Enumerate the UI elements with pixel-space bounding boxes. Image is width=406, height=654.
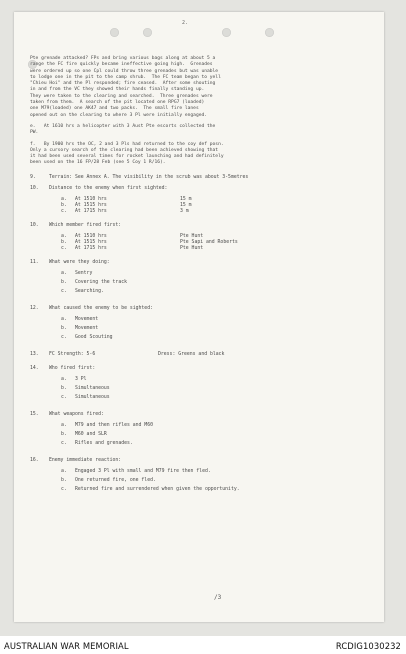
- continuation-mark: /3: [214, 594, 222, 601]
- text-line: They were taken to the clearing and searched. Three grenades were: [30, 93, 213, 99]
- question-title: 11. What were they doing:: [30, 259, 110, 265]
- text-line: range the FC fire quickly became ineffective going high. Grenades: [30, 62, 213, 68]
- item-reaction: [30, 458, 370, 496]
- list-item: c. At 1715 hrs Pte Hunt: [61, 245, 204, 251]
- text-line: it had been used several times for rocket launching and had definitely: [30, 154, 224, 160]
- paragraph-e: [30, 124, 370, 137]
- text-line: been used on the 16 FP/28 Feb (see 5 Coy 1 R/16).: [30, 160, 166, 166]
- list-item: b. One returned fire, one fled.: [61, 477, 156, 483]
- text-line: in and from the VC they showed their hands finally standing up.: [30, 87, 205, 93]
- list-item: c. Returned fire and surrendered when given the opportunity.: [61, 486, 240, 492]
- member-list: [30, 234, 370, 252]
- list-item: b. Movement: [61, 325, 99, 331]
- distance-list: [30, 197, 370, 215]
- text-line: opened out on the clearing to where 3 Pl were initially engaged.: [30, 112, 208, 118]
- list-item: a. Sentry: [61, 270, 93, 276]
- list-item: a. M79 and then rifles and M60: [61, 422, 153, 428]
- punch-hole: [110, 28, 119, 37]
- list-item: b. Covering the track: [61, 279, 127, 285]
- punch-hole: [222, 28, 231, 37]
- list-item: c. At 1715 hrs 3 m: [61, 208, 189, 214]
- question-title: 15. What weapons fired:: [30, 411, 104, 417]
- punch-hole: [265, 28, 274, 37]
- item-terrain: 9. Terrain: See Annex A. The visibility in the scrub was about 3-5metres: [30, 174, 249, 180]
- question-title: 12. What caused the enemy to be sighted:: [30, 305, 153, 311]
- text-line: "Chieu Hoi" and the Pl responded; fire ceased. After some shouting: [30, 81, 216, 87]
- footer-source: AUSTRALIAN WAR MEMORIAL: [4, 641, 129, 651]
- item-fired-first-member: 10. Which member fired first:: [30, 222, 122, 228]
- list-item: b. Simultaneous: [61, 385, 110, 391]
- page-number: 2.: [182, 20, 189, 26]
- list-item: b. At 1515 hrs Pte Sapi and Roberts: [61, 239, 238, 245]
- item-who-fired: [30, 366, 370, 404]
- list-item: a. Engaged 3 Pl with small and M79 fire then fled.: [61, 468, 211, 474]
- punch-hole: [143, 28, 152, 37]
- footer-id: RCDIG1030232: [335, 641, 401, 651]
- list-item: b. M60 and SLR: [61, 431, 107, 437]
- item-doing: [30, 260, 370, 298]
- text-line: taken from them. A search of the pit located one RPG7 (loaded): [30, 100, 205, 106]
- list-item: a. At 1510 hrs 15 m: [61, 196, 192, 202]
- list-item: a. At 1510 hrs Pte Hunt: [61, 233, 204, 239]
- list-item: c. Rifles and grenades.: [61, 440, 133, 446]
- list-item: a. 3 Pl: [61, 376, 87, 382]
- text-line: Only a cursory search of the clearing had been achieved showing that: [30, 147, 219, 153]
- item-distance: 10. Distance to the enemy when first sighted:: [30, 185, 168, 191]
- question-title: 14. Who fired first:: [30, 365, 96, 371]
- list-item: c. Searching.: [61, 288, 104, 294]
- text-line: to lodge one in the pit to the camp shrub. The FC team began to yell: [30, 74, 221, 80]
- text-line: one M79(loaded) one AK47 and two packs. The small fire lanes: [30, 106, 199, 112]
- text-line: f. By 1900 hrs the OC, 2 and 3 Pls had returned to the coy def posn.: [30, 141, 224, 147]
- list-item: b. At 1515 hrs 15 m: [61, 202, 192, 208]
- item-weapons: [30, 412, 370, 450]
- list-item: c. Simultaneous: [61, 394, 110, 400]
- narrative-paragraph: [30, 56, 370, 119]
- item-sighted: [30, 306, 370, 344]
- text-line: e. At 1610 hrs a helicopter with 3 Aust Pte escorts collected the: [30, 123, 216, 129]
- question-title: 16. Enemy immediate reaction:: [30, 457, 122, 463]
- item-strength: 13. FC Strength: 5-6 Dress: Greens and black: [30, 351, 225, 357]
- list-item: c. Good Scouting: [61, 334, 113, 340]
- text-line: were ordered up so one Cpl could throw three grenades but was unable: [30, 68, 219, 74]
- text-line: PW.: [30, 130, 39, 136]
- document-body: [30, 56, 370, 496]
- list-item: a. Movement: [61, 316, 99, 322]
- paragraph-f: [30, 142, 370, 167]
- archive-footer: [0, 636, 406, 654]
- text-line: Pte grenade attacked? FPs and bring various bags along at about 5 a: [30, 56, 216, 61]
